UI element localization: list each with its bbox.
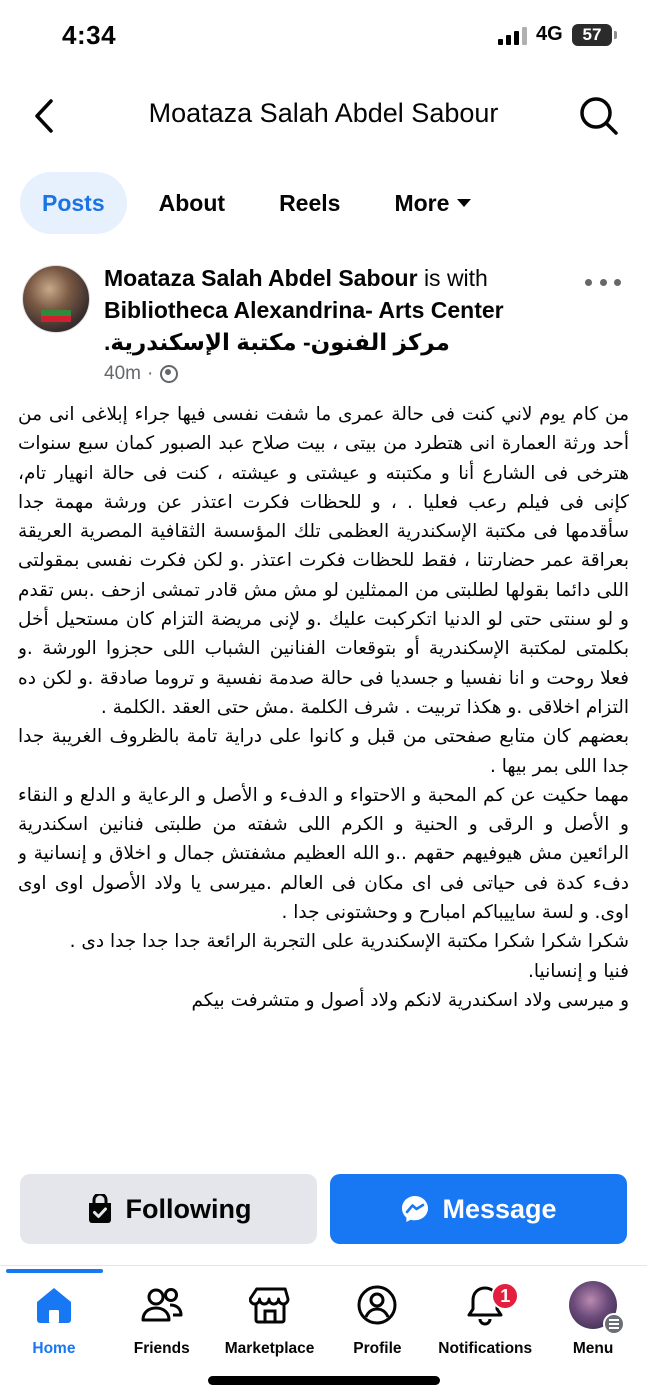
nav-profile[interactable] (323, 1280, 431, 1365)
following-button[interactable] (20, 1174, 317, 1244)
post-paragraph: شكرا شكرا شكرا مكتبة الإسكندرية على التجربة الرائعة جدا جدا جدا دى . (69, 931, 629, 953)
post-paragraph: فنيا و إنسانيا. (527, 960, 629, 982)
caret-down-icon (457, 199, 471, 207)
tab-more[interactable] (372, 172, 493, 234)
following-label: Following (125, 1193, 252, 1224)
post-header-text (104, 262, 574, 358)
tab-about[interactable]: About (158, 189, 226, 216)
profile-tabs (20, 172, 503, 234)
nav-menu[interactable] (539, 1280, 647, 1365)
post-paragraph: و ميرسى ولاد اسكندرية لانكم ولاد أصول و متشرفت بيكم (191, 989, 629, 1011)
home-icon (33, 1280, 75, 1330)
following-check-icon (86, 1194, 114, 1224)
profile-header (0, 80, 647, 152)
post-paragraph: بعضهم كان متابع صفحتى من قبل و كانوا على دراية تامة بالظروف الغريبة جدا جدا اللى بمر بيها . (18, 726, 629, 777)
message-label: Message (442, 1193, 557, 1224)
post-tagged-place-ar[interactable]: مركز الفنون- مكتبة الإسكندرية. (104, 329, 450, 355)
nav-profile-label: Profile (353, 1340, 402, 1357)
nav-marketplace[interactable] (216, 1280, 324, 1365)
nav-notifications[interactable] (431, 1280, 539, 1365)
globe-icon (160, 365, 178, 383)
nav-friends-label: Friends (133, 1340, 190, 1357)
post-timestamp[interactable]: 40m (104, 363, 141, 384)
status-time: 4:34 (62, 20, 117, 50)
post-paragraph: من كام يوم لاني كنت فى حالة عمرى ما شفت نفسى فيها جراء إبلاغى انى من أحد ورثة العمارة انى هتطرد من بيتى ، بيت صلاح عبد الصبور كمان سبع سنوات هترخى فى الشارع أنا و مكتبته و عيشتى و عيشته ، كنت فى حالة انهيار تام، كإنى فى فيلم رعب فعليا . ، و للحظات فكرت اعتذر عن ورشة مهمة جدا سأقدمها فى مكتبة الإسكندرية العظمى تلك المؤسسة الثقافية المصرية العريقة بعراقة عمر حضارتنا ، فقط للحظات فكرت اعتذر .و لكن فكرت نفسى بمقولتى اللى دائما بقولها لطلبتى من الممثلين لو مش مش قادر تمشى ازحف .بس تقدم و لو سنتى حتى لو الدنيا اتكركبت عليك .و لإنى مريضة التزام كان مستحيل أخل بكلمتى لمكتبة الإسكندرية أو بتوقعات الفنانين الشباب اللى حجزوا الورشة .و فعلا روحت و انا نفسيا و جسديا فى حالة صدمة نفسية و تروما صادقة .و لكن ده التزام اخلاقى .و هكذا تربيت . شرف الكلمة .مش حتى العقد .الكلمة . (18, 404, 629, 718)
profile-actions (20, 1174, 627, 1244)
tab-reels[interactable]: Reels (279, 189, 341, 216)
menu-lines-icon (603, 1313, 625, 1335)
profile-icon (356, 1280, 398, 1330)
post-body (18, 400, 629, 1145)
chevron-left-icon (33, 98, 55, 134)
nav-home[interactable] (0, 1280, 108, 1365)
dot-icon (600, 279, 607, 286)
signal-icon (498, 27, 528, 45)
search-icon (578, 95, 620, 137)
dot-icon (614, 279, 621, 286)
nav-notifications-label: Notifications (438, 1340, 533, 1357)
post-author-avatar[interactable] (22, 265, 90, 333)
meta-separator: · (146, 363, 154, 384)
notification-badge: 1 (491, 1282, 519, 1310)
dot-icon (585, 279, 592, 286)
nav-divider (0, 1265, 647, 1266)
tab-more-label: More (394, 189, 450, 216)
back-button[interactable] (22, 94, 66, 138)
menu-avatar-icon (569, 1281, 617, 1329)
page-title: Moataza Salah Abdel Sabour (148, 98, 499, 128)
nav-home-label: Home (32, 1340, 76, 1357)
post-with-text: is with (423, 265, 488, 291)
bottom-navigation (0, 1280, 647, 1365)
nav-marketplace-label: Marketplace (224, 1340, 315, 1357)
home-indicator (208, 1376, 440, 1385)
messenger-icon (400, 1194, 430, 1224)
nav-friends[interactable] (108, 1280, 216, 1365)
status-bar (0, 0, 647, 72)
post-paragraph: مهما حكيت عن كم المحبة و الاحتواء و الدفء و الأصل و الرعاية و الدلع و النقاء و الأصل و الرقى و الحنية و الكرم اللى شفته من طلبتى فنانين اسكندرية الرائعين مش هيوفيهم حقهم ..و الله العظيم مشفتش جمال و اخلاق و إنسانية و دفء كدة فى حياتى فى اى مكان فى العالم .ميرسى يا ولاد الأصول اوى اوى اوى. و لسة ساييباكم امبارح و وحشتونى جدا . (18, 784, 629, 924)
post-author-name[interactable]: Moataza Salah Abdel Sabour (104, 265, 418, 291)
network-type: 4G (536, 23, 563, 45)
post-tagged-place[interactable]: Bibliotheca Alexandrina- Arts Center (104, 297, 504, 323)
marketplace-icon (249, 1280, 291, 1330)
active-tab-indicator (6, 1269, 103, 1273)
post-options-button[interactable] (585, 270, 621, 294)
battery-icon: 57 (572, 24, 612, 46)
nav-menu-label: Menu (572, 1340, 614, 1357)
tab-posts[interactable]: Posts (20, 172, 127, 234)
message-button[interactable] (330, 1174, 627, 1244)
search-button[interactable] (575, 92, 623, 140)
friends-icon (140, 1280, 184, 1330)
post-meta (104, 363, 178, 385)
